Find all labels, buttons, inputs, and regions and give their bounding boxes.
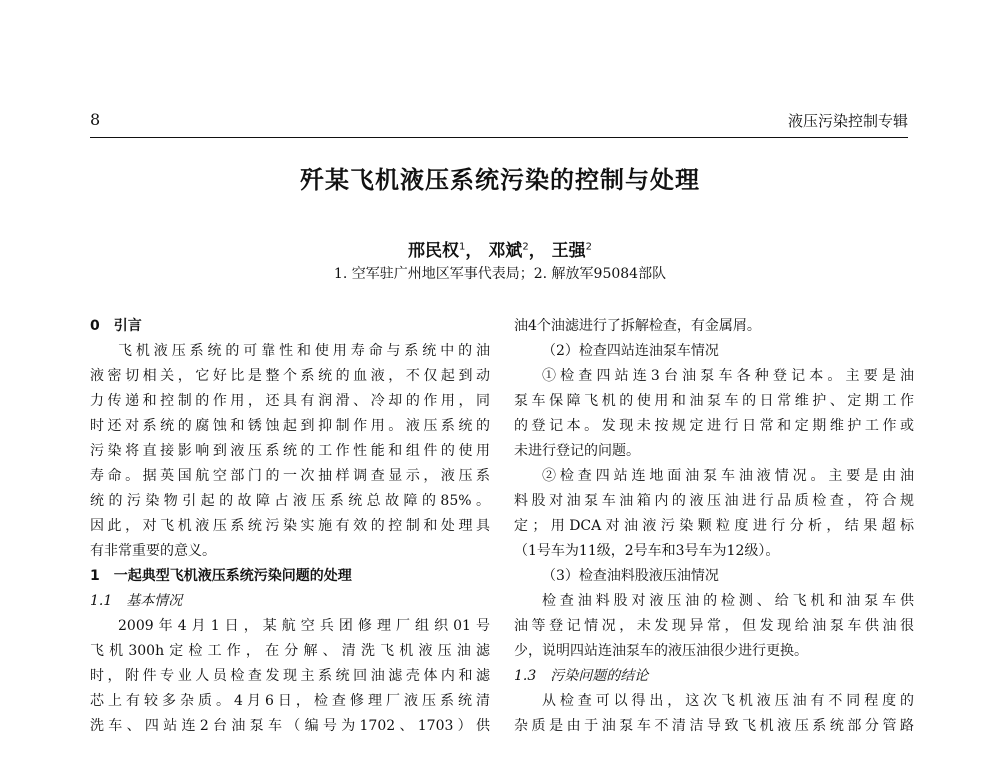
text-line: 时还对系统的腐蚀和锈蚀起到抑制作用。液压系统的: [90, 418, 490, 434]
affiliation-mark: 2: [522, 241, 529, 253]
left-column: [90, 314, 490, 739]
text-line: 污染将直接影响到液压系统的工作性能和组件的使用: [90, 443, 490, 459]
author-list: [0, 236, 1000, 261]
paragraph-last-line: 少，说明四站连油泵车的液压油很少进行更换。: [514, 643, 808, 659]
paragraph-first-line: ①检查四站连3台油泵车各种登记本。主要是油: [542, 368, 914, 384]
text-line: 杂质是由于油泵车不清洁导致飞机液压系统部分管路: [514, 718, 914, 734]
journal-name: 液压污染控制专辑: [787, 112, 908, 130]
text-line: 油等登记情况，未发现异常，但发现给油泵车供油很: [514, 618, 914, 634]
text-line: 力传递和控制的作用，还具有润滑、冷却的作用，同: [90, 393, 490, 409]
paragraph-last-line: 未进行登记的问题。: [514, 443, 640, 459]
affiliation-mark: 2: [585, 241, 592, 253]
text-line: 液密切相关，它好比是整个系统的血液，不仅起到动: [90, 368, 490, 384]
text-line: 泵车保障飞机的使用和油泵车的日常维护、定期工作: [514, 393, 914, 409]
text-line: 洗车、四站连2台油泵车（编号为1702、1703）供: [90, 718, 490, 734]
author-name: 邢民权: [408, 241, 460, 261]
section-heading: 0 引言: [90, 318, 142, 334]
subsection-heading: 1.1 基本情况: [90, 593, 183, 609]
text-line: 的登记本。发现未按规定进行日常和定期维护工作或: [514, 418, 914, 434]
subsection-heading: 1.3 污染问题的结论: [514, 668, 649, 684]
paragraph-first-line: 2009年4月1日，某航空兵团修理厂组织01号: [118, 618, 490, 634]
running-head: [90, 110, 908, 134]
right-column: [514, 314, 914, 739]
paragraph-first-line: 飞机液压系统的可靠性和使用寿命与系统中的油: [118, 343, 490, 359]
sub-item-heading: （3）检查油料股液压油情况: [542, 568, 719, 584]
paragraph-last-line: 有非常重要的意义。: [90, 543, 216, 559]
author-separator: ，: [528, 241, 546, 261]
page-number: 8: [90, 110, 101, 129]
affiliation: 1. 空军驻广州地区军事代表局；2. 解放军95084部队: [333, 266, 667, 282]
paper-title: 歼某飞机液压系统污染的控制与处理: [300, 166, 700, 194]
text-line: 因此，对飞机液压系统污染实施有效的控制和处理具: [90, 518, 490, 534]
text-line: 芯上有较多杂质。4月6日，检查修理厂液压系统清: [90, 693, 490, 709]
author-separator: ，: [465, 241, 483, 261]
text-line: 定；用DCA对油液污染颗粒度进行分析，结果超标: [514, 518, 914, 534]
paragraph-first-line: 检查油料股对液压油的检测、给飞机和油泵车供: [542, 593, 914, 609]
text-line: 统的污染物引起的故障占液压系统总故障的85%。: [90, 493, 490, 509]
text-line: 寿命。据英国航空部门的一次抽样调查显示，液压系: [90, 468, 490, 484]
affiliation-mark: 1: [459, 241, 466, 253]
text-line: 飞机300h定检工作，在分解、清洗飞机液压油滤: [90, 643, 490, 659]
paragraph-first-line: 从检查可以得出，这次飞机液压油有不同程度的: [542, 693, 914, 709]
section-heading: 1 一起典型飞机液压系统污染问题的处理: [90, 568, 352, 584]
header-rule: [90, 137, 908, 138]
author-name: 王强: [551, 241, 586, 261]
paragraph-last-line: 油4个油滤进行了拆解检查，有金属屑。: [514, 318, 761, 334]
text-line: 时，附件专业人员检查发现主系统回油滤壳体内和滤: [90, 668, 490, 684]
author-name: 邓斌: [488, 241, 523, 261]
sub-item-heading: （2）检查四站连油泵车情况: [542, 343, 719, 359]
paragraph-first-line: ②检查四站连地面油泵车油液情况。主要是由油: [542, 468, 914, 484]
paragraph-last-line: （1号车为11级，2号车和3号车为12级）。: [514, 543, 780, 559]
text-line: 料股对油泵车油箱内的液压油进行品质检查，符合规: [514, 493, 914, 509]
